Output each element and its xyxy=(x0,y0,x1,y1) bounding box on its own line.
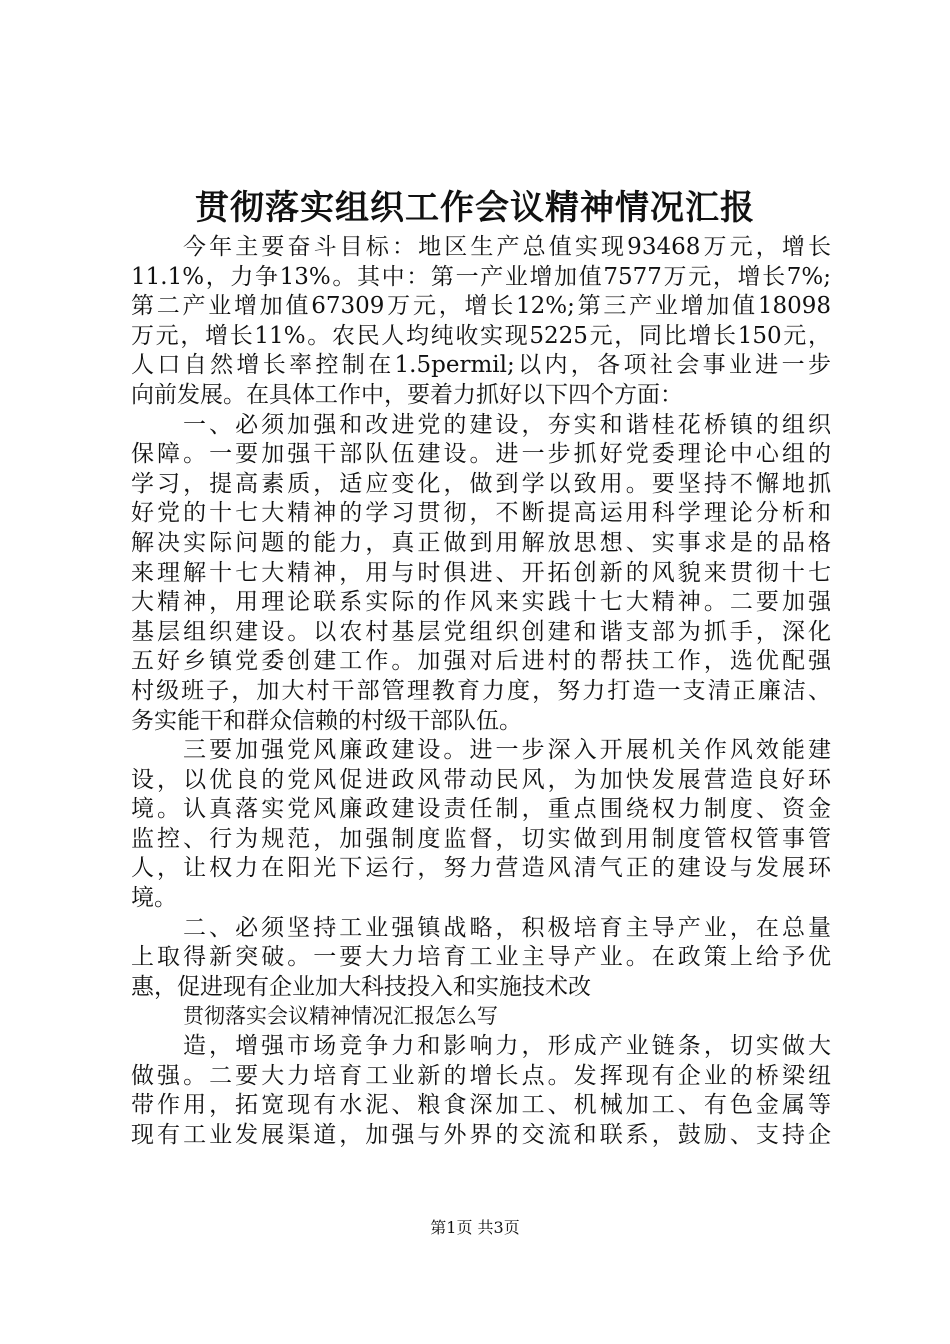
paragraph-line: 做强。二要大力培育工业新的增长点。发挥现有企业的桥梁纽 xyxy=(131,1062,831,1089)
paragraph-line: 境。 xyxy=(131,885,177,912)
paragraph-line: 解决实际问题的能力，真正做到用解放思想、实事求是的品格 xyxy=(131,529,831,556)
paragraph-line: 万元，增长11%。农民人均纯收实现5225元，同比增长150元， xyxy=(131,322,831,349)
paragraph-line: 学习，提高素质，适应变化，做到学以致用。要坚持不懈地抓 xyxy=(131,470,831,497)
paragraph-line: 二、必须坚持工业强镇战略，积极培育主导产业，在总量 xyxy=(183,914,831,941)
paragraph-line: 带作用，拓宽现有水泥、粮食深加工、机械加工、有色金属等 xyxy=(131,1092,831,1119)
paragraph-line: 境。认真落实党风廉政建设责任制，重点围绕权力制度、资金 xyxy=(131,796,831,823)
paragraph-line: 今年主要奋斗目标：地区生产总值实现93468万元，增长 xyxy=(183,234,831,260)
paragraph-line: 上取得新突破。一要大力培育工业主导产业。在政策上给予优 xyxy=(131,944,831,971)
paragraph-line: 一、必须加强和改进党的建设，夯实和谐桂花桥镇的组织 xyxy=(183,411,831,438)
inline-subheading: 贯彻落实会议精神情况汇报怎么写 xyxy=(183,1004,498,1029)
paragraph-line: 来理解十七大精神，用与时俱进、开拓创新的风貌来贯彻十七 xyxy=(131,559,831,586)
page-number-footer: 第1页 共3页 xyxy=(430,1218,520,1237)
paragraph-line: 基层组织建设。以农村基层党组织创建和谐支部为抓手，深化 xyxy=(131,618,831,645)
paragraph-line: 现有工业发展渠道，加强与外界的交流和联系，鼓励、支持企 xyxy=(131,1121,831,1148)
paragraph-line: 造，增强市场竞争力和影响力，形成产业链条，切实做大 xyxy=(183,1033,831,1060)
paragraph-line: 人口自然增长率控制在1.5permil;以内，各项社会事业进一步 xyxy=(131,352,831,379)
document-body xyxy=(131,233,831,1150)
paragraph-line: 11.1%，力争13%。其中：第一产业增加值7577万元，增长7%; xyxy=(131,263,831,290)
paragraph-line: 五好乡镇党委创建工作。加强对后进村的帮扶工作，选优配强 xyxy=(131,648,831,675)
paragraph-line: 好党的十七大精神的学习贯彻，不断提高运用科学理论分析和 xyxy=(131,500,831,527)
paragraph-line: 向前发展。在具体工作中，要着力抓好以下四个方面： xyxy=(131,381,683,408)
paragraph-line: 第二产业增加值67309万元，增长12%;第三产业增加值18098 xyxy=(131,293,831,320)
paragraph-line: 保障。一要加强干部队伍建设。进一步抓好党委理论中心组的 xyxy=(131,441,831,468)
paragraph-line: 监控、行为规范，加强制度监督，切实做到用制度管权管事管 xyxy=(131,825,831,852)
document-title: 贯彻落实组织工作会议精神情况汇报 xyxy=(195,188,755,228)
paragraph-line: 务实能干和群众信赖的村级干部队伍。 xyxy=(131,707,522,734)
paragraph-line: 三要加强党风廉政建设。进一步深入开展机关作风效能建 xyxy=(183,737,831,764)
paragraph-line: 大精神，用理论联系实际的作风来实践十七大精神。二要加强 xyxy=(131,589,831,616)
paragraph-line: 设，以优良的党风促进政风带动民风，为加快发展营造良好环 xyxy=(131,766,831,793)
paragraph-line: 惠，促进现有企业加大科技投入和实施技术改 xyxy=(131,973,591,1000)
paragraph-line: 人，让权力在阳光下运行，努力营造风清气正的建设与发展环 xyxy=(131,855,831,882)
paragraph-line: 村级班子，加大村干部管理教育力度，努力打造一支清正廉洁、 xyxy=(131,677,831,704)
